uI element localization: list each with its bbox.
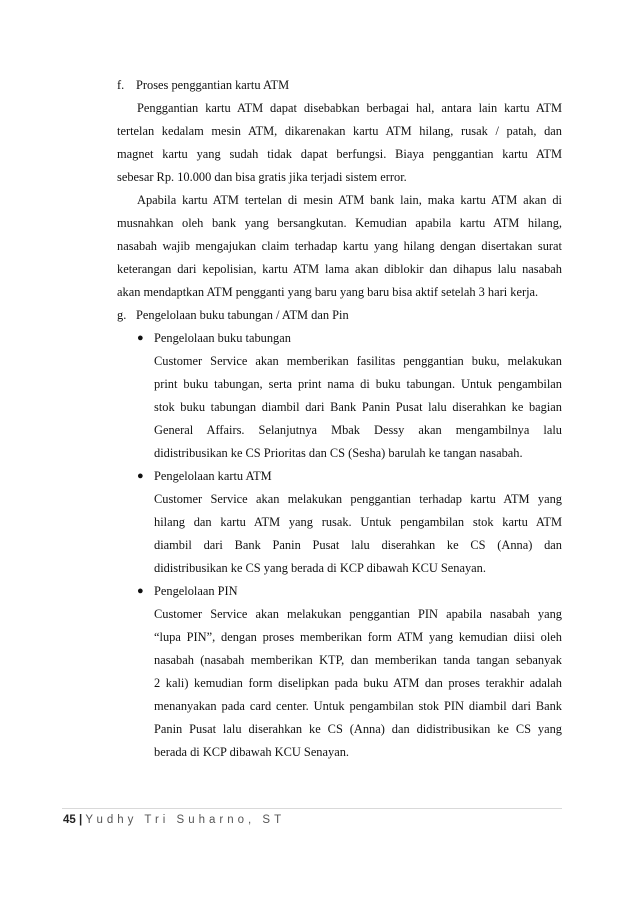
section-f-p2-line-2: nasabah wajib mengajukan claim terhadap kartu yang hilang dengan disertakan surat (117, 239, 562, 253)
bullet-3-line-1: “lupa PIN”, dengan proses memberikan form ATM yang kemudian diisi oleh (154, 630, 562, 644)
section-f-title: Proses penggantian kartu ATM (136, 78, 290, 92)
section-f-p2-line-4: akan mendaptkan ATM pengganti yang baru yang baru bisa aktif setelah 3 hari kerja. (117, 285, 539, 299)
section-f-p1-line-0: Penggantian kartu ATM dapat disebabkan berbagai hal, antara lain kartu ATM (137, 101, 562, 115)
bullet-1-line-0: Customer Service akan memberikan fasilitas penggantian buku, melakukan (154, 354, 562, 368)
bullet-3-line-3: 2 kali) kemudian form diselipkan pada buku ATM dan proses terakhir adalah (154, 676, 562, 690)
footer-divider (62, 808, 562, 809)
bullet-icon: ● (137, 332, 144, 344)
bullet-2-line-0: Customer Service akan melakukan penggantian terhadap kartu ATM yang (154, 492, 562, 506)
bullet-1-line-4: didistribusikan ke CS Prioritas dan CS (Sesha) barulah ke tangan nasabah. (154, 446, 523, 460)
bullet-3-line-2: nasabah (nasabah memberikan KTP, dan memberikan tanda tangan sebanyak (154, 653, 562, 667)
bullet-2-line-3: didistribusikan ke CS yang berada di KCP dibawah KCU Senayan. (154, 561, 486, 575)
bullet-icon: ● (137, 585, 144, 597)
section-f-p1-line-2: magnet kartu yang sudah tidak dapat berfungsi. Biaya penggantian kartu ATM (117, 147, 562, 161)
section-f-p2-line-3: keterangan dari kepolisian, kartu ATM lama akan diblokir dan dihapus lalu nasabah (117, 262, 562, 276)
page-number: 45 (63, 814, 76, 826)
bullet-2-line-2: diambil dari Bank Panin Pusat lalu diserahkan ke CS (Anna) dan (154, 538, 562, 552)
bullet-3-line-5: Panin Pusat lalu diserahkan ke CS (Anna) dan didistribusikan ke CS yang (154, 722, 562, 736)
bullet-3-line-0: Customer Service akan melakukan penggantian PIN apabila nasabah yang (154, 607, 562, 621)
bullet-1-line-1: print buku tabungan, serta print nama di buku tabungan. Untuk pengambilan (154, 377, 562, 391)
bullet-icon: ● (137, 470, 144, 482)
bullet-1-line-2: stok buku tabungan diambil dari Bank Panin Pusat lalu diserahkan ke bagian (154, 400, 562, 414)
section-f-p2-line-1: musnahkan oleh bank yang bersangkutan. Kemudian apabila kartu ATM hilang, (117, 216, 562, 230)
bullet-2-title: Pengelolaan kartu ATM (154, 469, 272, 483)
section-f-p1-line-3: sebesar Rp. 10.000 dan bisa gratis jika terjadi sistem error. (117, 170, 407, 184)
bullet-3-title: Pengelolaan PIN (154, 584, 238, 598)
bullet-1-line-3: General Affairs. Selanjutnya Mbak Dessy akan mengambilnya lalu (154, 423, 562, 437)
bullet-2-line-1: hilang dan kartu ATM yang rusak. Untuk pengambilan stok kartu ATM (154, 515, 562, 529)
bullet-3-line-4: menanyakan pada card center. Untuk pengambilan stok PIN diambil dari Bank (154, 699, 562, 713)
bullet-1-title: Pengelolaan buku tabungan (154, 331, 291, 345)
section-g-title: Pengelolaan buku tabungan / ATM dan Pin (136, 308, 349, 322)
section-f-p2-line-0: Apabila kartu ATM tertelan di mesin ATM bank lain, maka kartu ATM akan di (137, 193, 562, 207)
page-footer (63, 812, 285, 828)
footer-separator: | (79, 814, 83, 826)
footer-author: Yudhy Tri Suharno, ST (85, 814, 286, 826)
section-g-label: g. (117, 308, 127, 322)
section-f-label: f. (117, 78, 125, 92)
section-f-p1-line-1: tertelan kedalam mesin ATM, dikarenakan kartu ATM hilang, rusak / patah, dan (117, 124, 562, 138)
bullet-3-line-6: berada di KCP dibawah KCU Senayan. (154, 745, 349, 759)
